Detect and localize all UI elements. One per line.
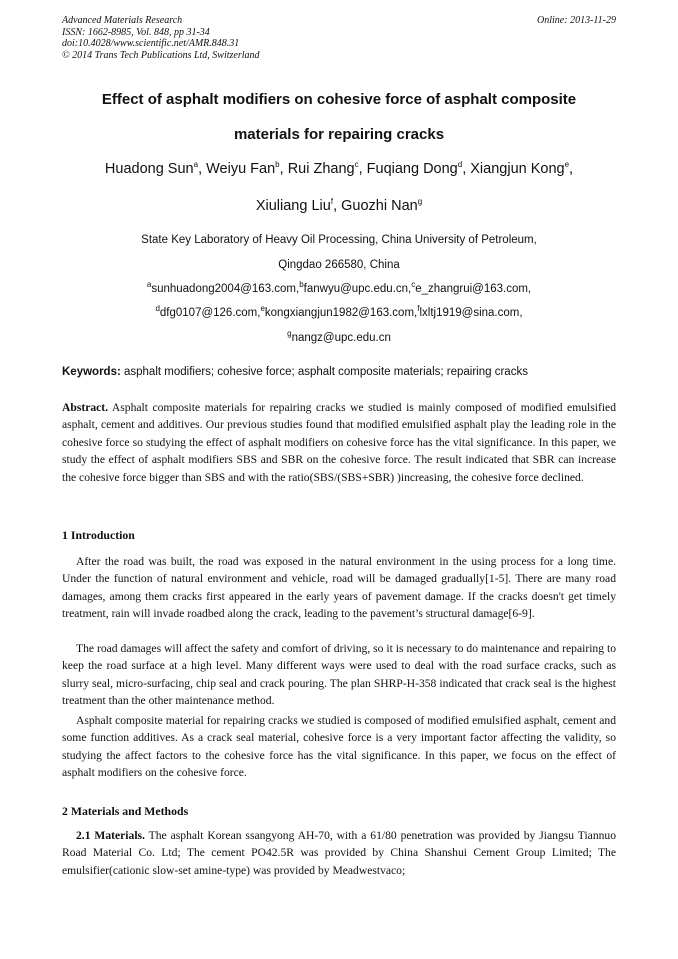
section-heading-materials-methods: 2 Materials and Methods [62, 804, 189, 818]
intro-paragraph-3: Asphalt composite material for repairing cracks we studied is composed of modified emulsified asphalt, cement and some function additives. As a crack seal material, cohesive force is a very important factor affecting the validity, so studying the affect factors to the cohesive force has the vital significance. In this paper, we focus on the effect of asphalt modifiers on the cohesive force. [62, 714, 616, 780]
author-mark: c [354, 160, 359, 170]
author-name: Xiangjun Kong [470, 161, 565, 177]
email-line-1 [62, 282, 616, 296]
section-heading-introduction: 1 Introduction [62, 528, 135, 542]
author-name: Huadong Sun [104, 161, 194, 177]
paper-title-line-2: materials for repairing cracks [233, 126, 445, 143]
author-list-line-2 [62, 197, 616, 215]
email-mark: c [411, 280, 416, 290]
email-mark: e [260, 304, 265, 314]
author-name: Fuqiang Dong [366, 161, 458, 177]
keywords-text: asphalt modifiers; cohesive force; asphalt composite materials; repairing cracks [120, 366, 528, 378]
email-address: dfg0107@126.com, [159, 307, 261, 319]
paper-title-line-1: Effect of asphalt modifiers on cohesive force of asphalt composite [101, 91, 577, 108]
email-line-3 [62, 331, 616, 345]
affiliation-line-2: Qingdao 266580, China [278, 259, 400, 271]
author-mark: b [275, 160, 280, 170]
subsection-label: 2.1 Materials. [76, 829, 145, 842]
author-separator: , [333, 198, 342, 214]
journal-header [62, 15, 616, 61]
email-mark: b [299, 280, 304, 290]
author-separator: , [358, 161, 367, 177]
journal-issn: ISSN: 1662-8985, Vol. 848, pp 31-34 [62, 26, 210, 38]
author-separator: , [462, 161, 471, 177]
abstract-label: Abstract. [62, 401, 109, 414]
author-name: Xiuliang Liu [255, 198, 331, 214]
email-address: nangz@upc.edu.cn [291, 332, 391, 344]
journal-copyright: © 2014 Trans Tech Publications Ltd, Switzerland [62, 49, 260, 61]
author-mark: a [193, 160, 199, 170]
intro-paragraph-1: After the road was built, the road was exposed in the natural environment in the using process for a long time. Under the function of natural environment and vehicle, road will be damaged gradually[1-5]. There are many road damages, among them cracks first appeared in the early years of pavement damage. If the cracks doesn't get timely treatment, rain will invade roadbed along the crack, leading to the pavement’s structural damage[6-9]. [62, 555, 616, 621]
email-address: sunhuadong2004@163.com, [151, 283, 300, 295]
materials-paragraph [62, 827, 616, 879]
author-separator: , [279, 161, 288, 177]
email-address: fanwyu@upc.edu.cn, [303, 283, 412, 295]
email-address: e_zhangrui@163.com, [415, 283, 532, 295]
author-mark: f [330, 197, 334, 207]
email-mark: d [155, 304, 160, 314]
email-mark: g [287, 329, 292, 339]
email-address: kongxiangjun1982@163.com, [264, 307, 418, 319]
author-name: Rui Zhang [287, 161, 355, 177]
email-mark: f [417, 304, 420, 314]
author-list-line-1 [62, 160, 616, 178]
email-line-2 [62, 306, 616, 320]
email-address: lxltj1919@sina.com, [419, 307, 523, 319]
author-mark: g [417, 197, 423, 207]
author-name: Guozhi Nan [341, 198, 418, 214]
journal-doi: doi:10.4028/www.scientific.net/AMR.848.31 [62, 38, 240, 49]
author-mark: e [564, 160, 570, 170]
author-name: Weiyu Fan [206, 161, 276, 177]
author-separator: , [569, 161, 574, 177]
affiliation-line-1: State Key Laboratory of Heavy Oil Processing, China University of Petroleum, [141, 234, 537, 246]
online-date: Online: 2013-11-29 [537, 15, 616, 26]
materials-text: The asphalt Korean ssangyong AH-70, with a 61/80 penetration was provided by Jiangsu Tiannuo Road Material Co. Ltd; The cement PO42.5R was provided by China Shanshui Cement Group Limited; The emulsifier(cationic slow-set amine-type) was provided by Meadwestvaco; [62, 829, 617, 877]
author-mark: d [457, 160, 463, 170]
author-separator: , [198, 161, 207, 177]
journal-name: Advanced Materials Research [62, 15, 183, 26]
email-mark: a [146, 280, 152, 290]
abstract [62, 399, 616, 486]
abstract-text: Asphalt composite materials for repairing cracks we studied is mainly composed of modified emulsified asphalt, cement and additives. Our previous studies found that modified emulsified asphalt play the leading role in the cohesive force so studying the effect of asphalt modifiers on cohesive force has the vital significance. In this paper, we study the effect of asphalt modifiers SBS and SBR on the cohesive force. The result indicated that SBR can increase the cohesive force bigger than SBS and with the ratio(SBS/(SBS+SBR) )increasing, the cohesive force declined. [62, 401, 616, 484]
keywords-label: Keywords: [62, 366, 121, 378]
intro-paragraph-2: The road damages will affect the safety and comfort of driving, so it is necessary to do maintenance and repairing to keep the road surface at a high level. Many different ways were used to deal with the road surface cracks, such as slurry seal, micro-surfacing, chip seal and crack pouring. The plan SHRP-H-358 indicated that crack seal is the highest treatment than the other maintenance method. [62, 642, 616, 708]
keywords [62, 365, 616, 379]
